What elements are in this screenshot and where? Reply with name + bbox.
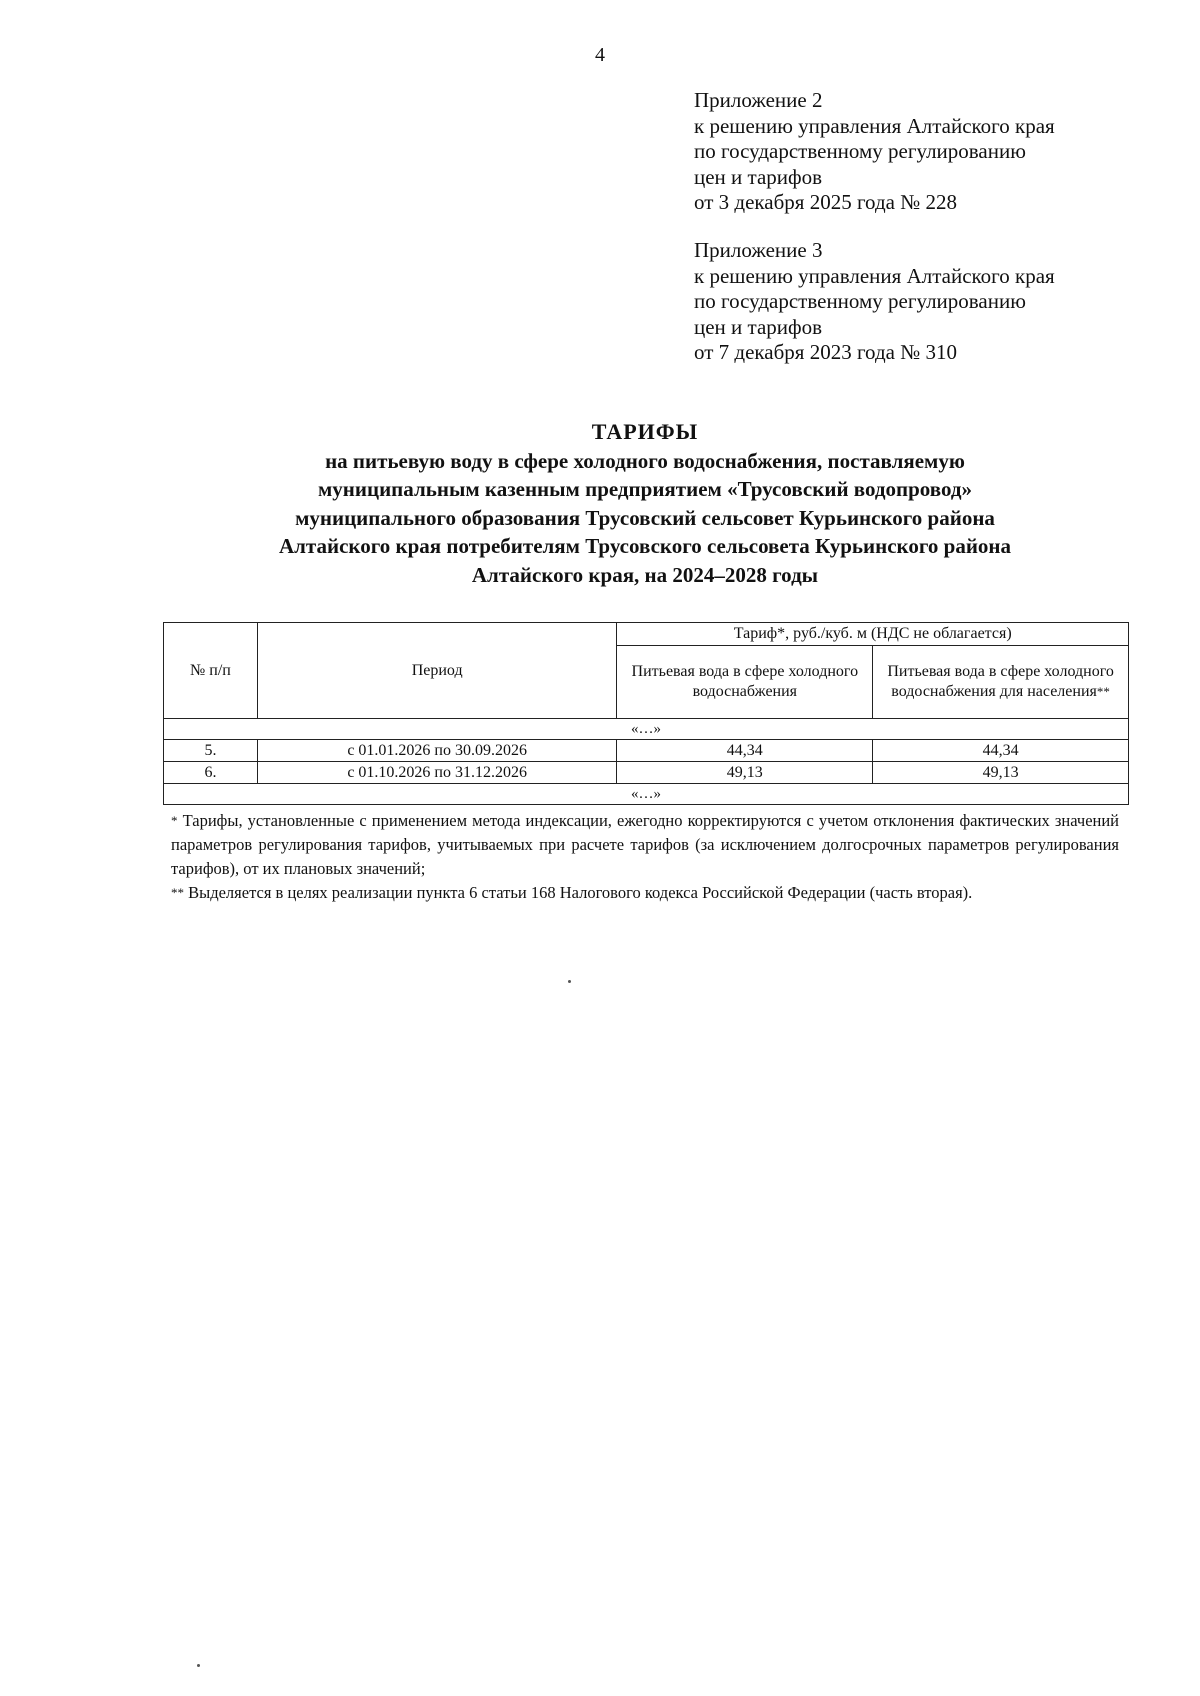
appendix-2-line: Приложение 2 xyxy=(694,88,823,112)
header-water-population-label: Питьевая вода в сфере холодного водоснабжения для населения xyxy=(887,663,1114,700)
row-water: 49,13 xyxy=(617,762,873,784)
appendix-2-line: цен и тарифов xyxy=(694,164,823,189)
document-title xyxy=(150,418,1140,589)
footnote-1-text: Тарифы, установленные с применением метода индексации, ежегодно корректируются с учетом отклонения фактических значений параметров регулирования тарифов, учитываемых при расчете тарифов (за исключением долгосрочных параметров регулирования тарифов), от их плановых значений; xyxy=(171,811,1120,878)
row-period: с 01.01.2026 по 30.09.2026 xyxy=(257,740,617,762)
header-tariff: Тариф*, руб./куб. м (НДС не облагается) xyxy=(617,623,1129,646)
footnote-mark: ** xyxy=(1096,684,1110,699)
footnotes xyxy=(171,809,1119,905)
appendix-2-header xyxy=(694,88,1174,216)
row-number: 6. xyxy=(164,762,258,784)
footnote-2-text: Выделяется в целях реализации пункта 6 статьи 168 Налогового кодекса Российской Федерации (часть вторая). xyxy=(188,883,973,902)
title-line: Алтайского края, на 2024–2028 годы xyxy=(471,562,819,587)
row-period: с 01.10.2026 по 31.12.2026 xyxy=(257,762,617,784)
header-water: Питьевая вода в сфере холодного водоснабжения xyxy=(617,646,873,719)
appendix-3-line: по государственному регулированию xyxy=(694,289,1026,313)
appendix-3-line: от 7 декабря 2023 года № 310 xyxy=(694,340,957,364)
appendix-3-line: к решению управления Алтайского края xyxy=(694,263,1055,288)
page-number: 4 xyxy=(595,44,605,66)
title-line: муниципальным казенным предприятием «Трусовский водопровод» xyxy=(317,477,972,501)
table-row xyxy=(164,740,1129,762)
header-water-population xyxy=(873,646,1129,719)
row-water: 44,34 xyxy=(617,740,873,762)
title-main: ТАРИФЫ xyxy=(591,419,699,444)
appendix-2-line: к решению управления Алтайского края xyxy=(694,113,1055,138)
title-line: муниципального образования Трусовский сельсовет Курьинского района xyxy=(295,505,995,530)
appendix-2-line: по государственному регулированию xyxy=(694,139,1026,163)
header-number: № п/п xyxy=(164,623,258,719)
table-ellipsis-bottom: «…» xyxy=(164,784,1129,805)
appendix-2-line: от 3 декабря 2025 года № 228 xyxy=(694,190,957,214)
scan-speck xyxy=(568,980,571,983)
table-ellipsis-top: «…» xyxy=(164,719,1129,740)
table-row xyxy=(164,762,1129,784)
row-water-population: 49,13 xyxy=(873,762,1129,784)
tariff-table xyxy=(163,622,1129,805)
footnote-1-mark: * xyxy=(171,813,178,828)
appendix-3-line: Приложение 3 xyxy=(694,238,823,262)
footnote-2 xyxy=(171,881,1119,905)
footnote-1 xyxy=(171,809,1119,881)
appendix-3-header xyxy=(694,238,1174,366)
title-line: Алтайского края потребителям Трусовского сельсовета Курьинского района xyxy=(278,534,1012,558)
footnote-2-mark: ** xyxy=(171,885,184,900)
row-number: 5. xyxy=(164,740,258,762)
title-line: на питьевую воду в сфере холодного водоснабжения, поставляемую xyxy=(325,448,965,473)
row-water-population: 44,34 xyxy=(873,740,1129,762)
appendix-3-line: цен и тарифов xyxy=(694,314,823,339)
header-period: Период xyxy=(257,623,617,719)
scan-speck xyxy=(197,1664,200,1667)
